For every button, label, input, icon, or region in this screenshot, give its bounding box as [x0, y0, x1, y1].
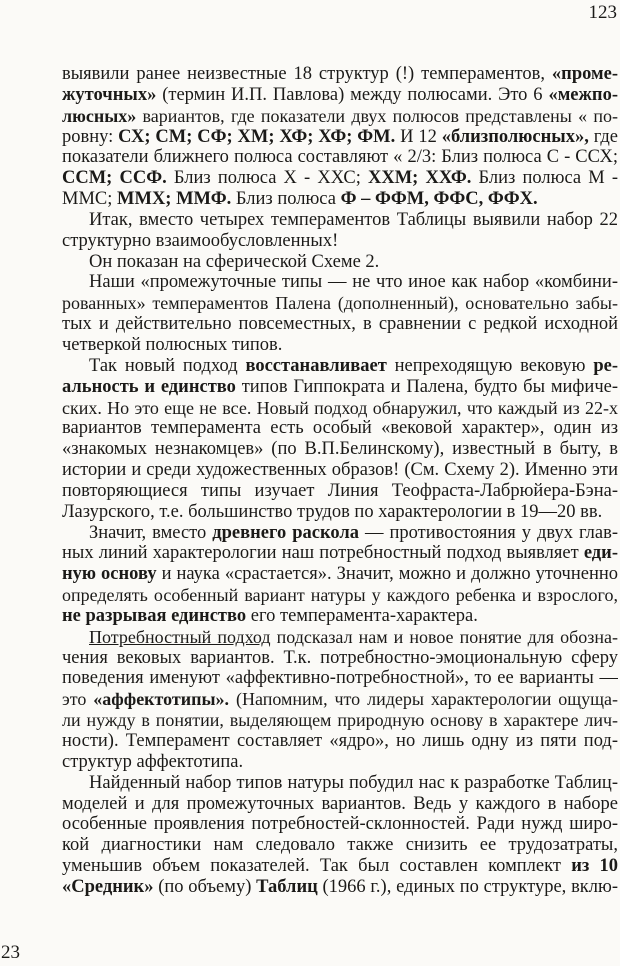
text-run: (Напомним, что лидеры характерологии ощуща- — [235, 689, 618, 710]
text-line — [62, 689, 618, 710]
text-run: восстанавливает — [245, 355, 395, 376]
text-run: Ф – ФФМ, ФФС, ФФХ. — [340, 189, 538, 210]
page-number-top: 123 — [588, 2, 617, 23]
text-run: уменьшив объем показателей. Так был составлен комплект — [62, 856, 572, 877]
text-line — [62, 168, 618, 189]
text-run: «межпо- — [548, 84, 618, 105]
text-line — [62, 502, 618, 523]
text-line — [62, 543, 618, 564]
text-run: определять особенный вариант натуры у каждого ребенка и взрослого, — [62, 585, 618, 606]
text-line — [62, 64, 618, 85]
text-run: «проме- — [551, 64, 618, 84]
text-run: подсказал нам и новое понятие для обозна- — [270, 626, 618, 647]
text-run: рованных» темпераментов Палена (дополненный), основательно забы- — [62, 293, 618, 314]
text-run: из 10 — [571, 856, 618, 877]
text-line — [62, 210, 618, 231]
text-run: — противостояния у двух глав- — [365, 522, 618, 543]
text-run: истории и среди художественных образов! (См. Схему 2). Именно эти — [62, 460, 618, 481]
text-run: Найденный набор типов натуры побудил нас к разработке Таблиц- — [89, 772, 618, 793]
text-line — [62, 481, 618, 502]
text-run: ре- — [593, 355, 618, 376]
text-run: (1966 г.), единых по структуре, вклю- — [322, 876, 618, 897]
text-run: тых и действительно повсеместных, в сравнении с редкой исходной — [62, 314, 618, 335]
text-line — [62, 564, 618, 585]
text-run: ММХ; ММФ. — [117, 189, 236, 210]
text-run: ССМ; ССФ. — [62, 168, 174, 189]
text-run: жуточных» — [62, 84, 163, 105]
text-run: типов Гиппократа и Палена, будто бы мифиче- — [241, 376, 618, 397]
text-line — [62, 606, 618, 627]
text-line — [62, 335, 618, 356]
text-run: Лазурского, т.е. большинство трудов по характерологии в 19—20 вв. — [62, 501, 603, 522]
text-run: И 12 — [400, 126, 442, 147]
text-run: Итак, вместо четырех темпераментов Таблицы выявили набор 22 — [89, 209, 618, 230]
text-run: кой диагностики нам следовало также снизить ее трудозатраты, — [62, 835, 618, 856]
text-run: поведения именуют «аффективно-потребностной», то ее варианты — — [62, 668, 618, 689]
text-run: ных линий характерологии наш потребностный подход выявляет — [62, 543, 584, 564]
text-run: «аффектотипы». — [93, 689, 236, 710]
text-run: особенные проявления потребностей-склонностей. Ради нужд широ- — [62, 814, 618, 835]
text-line — [62, 272, 618, 293]
text-run: не разрывая единство — [62, 605, 251, 626]
text-run: Наши «промежуточные типы — не что иное как набор «комбини- — [89, 272, 618, 293]
text-line — [62, 398, 618, 419]
text-run: структурно взаимообусловленных! — [62, 230, 339, 251]
text-line — [62, 648, 618, 669]
text-line — [62, 147, 618, 168]
text-run: вариантов темперамента есть особый «вековой характер», один из — [62, 418, 618, 439]
text-run: непреходящую вековую — [394, 355, 594, 376]
text-run: еди- — [583, 543, 618, 564]
text-run: ности). Темперамент составляет «ядро», но лишь одну из пяти под- — [62, 731, 618, 751]
text-run: альность и единство — [62, 376, 242, 397]
text-line — [62, 523, 618, 544]
text-run: структур аффектотипа. — [62, 751, 244, 772]
text-line — [62, 710, 618, 731]
text-line — [62, 752, 618, 773]
text-run: показатели ближнего полюса составляют « 2/3: Близ полюса С - ССХ; — [62, 147, 618, 168]
text-line — [62, 127, 618, 148]
text-line — [62, 835, 618, 856]
text-run: моделей и для промежуточных вариантов. Ведь у каждого в наборе — [62, 793, 618, 814]
text-run: (термин И.П. Павлова) между полюсами. Это 6 — [162, 84, 549, 105]
text-line — [62, 814, 618, 835]
text-run: ских. Но это еще не все. Новый подход обнаружил, что каждый из 22-х — [62, 397, 618, 418]
text-line — [62, 585, 618, 606]
text-run: «знакомых незнакомцев» (по В.П.Белинскому), известный в быту, в — [62, 439, 618, 460]
text-run: его темперамента-характера. — [250, 605, 478, 626]
text-line — [62, 856, 618, 877]
text-line — [62, 794, 618, 815]
body-text — [62, 64, 618, 898]
text-run: это — [62, 689, 94, 710]
text-line — [62, 439, 618, 460]
text-run: ную основу — [62, 564, 162, 585]
text-run: Потребностный подход — [89, 626, 271, 647]
text-line — [62, 377, 618, 398]
text-line — [62, 773, 618, 794]
page-number-bottom: 23 — [1, 942, 20, 963]
text-line — [62, 293, 618, 314]
text-line — [62, 189, 618, 210]
text-run: древнего раскола — [212, 522, 365, 543]
text-run: вариантов, где показатели двух полюсов представлены « по- — [142, 105, 618, 126]
text-run: где — [593, 126, 618, 147]
text-run: (по объему) — [158, 876, 257, 897]
text-run: Таблиц — [256, 876, 323, 897]
text-line — [62, 314, 618, 335]
text-run: «близполюсных», — [441, 126, 594, 147]
text-line — [62, 106, 618, 127]
text-line — [62, 418, 618, 439]
text-run: ли нужду в понятии, выделяющем природную основу в характере лич- — [62, 710, 618, 731]
text-run: Так новый подход — [89, 355, 246, 376]
text-run: ровну: — [62, 126, 119, 147]
text-run: Близ полюса — [235, 189, 341, 210]
text-line — [62, 668, 618, 689]
text-run: чения вековых вариантов. Т.к. потребностно-эмоциональную сферу — [62, 647, 618, 668]
text-run: ММС; — [62, 189, 118, 210]
text-line — [62, 460, 618, 481]
text-line — [62, 877, 618, 898]
text-run: Значит, вместо — [89, 522, 213, 543]
text-line — [62, 85, 618, 106]
text-run: СХ; СМ; СФ; ХМ; ХФ; ХФ; ФМ. — [118, 126, 401, 147]
text-line — [62, 231, 618, 252]
text-run: и наука «срастается». Значит, можно и должно уточненно — [161, 564, 618, 585]
text-run: четверкой полюсных типов. — [62, 334, 283, 355]
text-run: повторяющиеся типы изучает Линия Теофраста-Лабрюйера-Бэна- — [62, 480, 618, 501]
text-run: люсных» — [62, 105, 143, 126]
text-run: Близ полюса Х - ХХС; — [173, 168, 368, 189]
text-run: «Средник» — [62, 876, 159, 897]
text-run: Близ полюса М - — [478, 168, 618, 189]
text-line — [62, 356, 618, 377]
text-line — [62, 731, 618, 752]
text-run: выявили ранее неизвестные 18 структур (!) темпераментов, — [62, 64, 552, 84]
text-line — [62, 252, 618, 273]
text-run: ХХМ; ХХФ. — [367, 168, 479, 189]
text-run: Он показан на сферической Схеме 2. — [89, 251, 380, 272]
text-line — [62, 627, 618, 648]
